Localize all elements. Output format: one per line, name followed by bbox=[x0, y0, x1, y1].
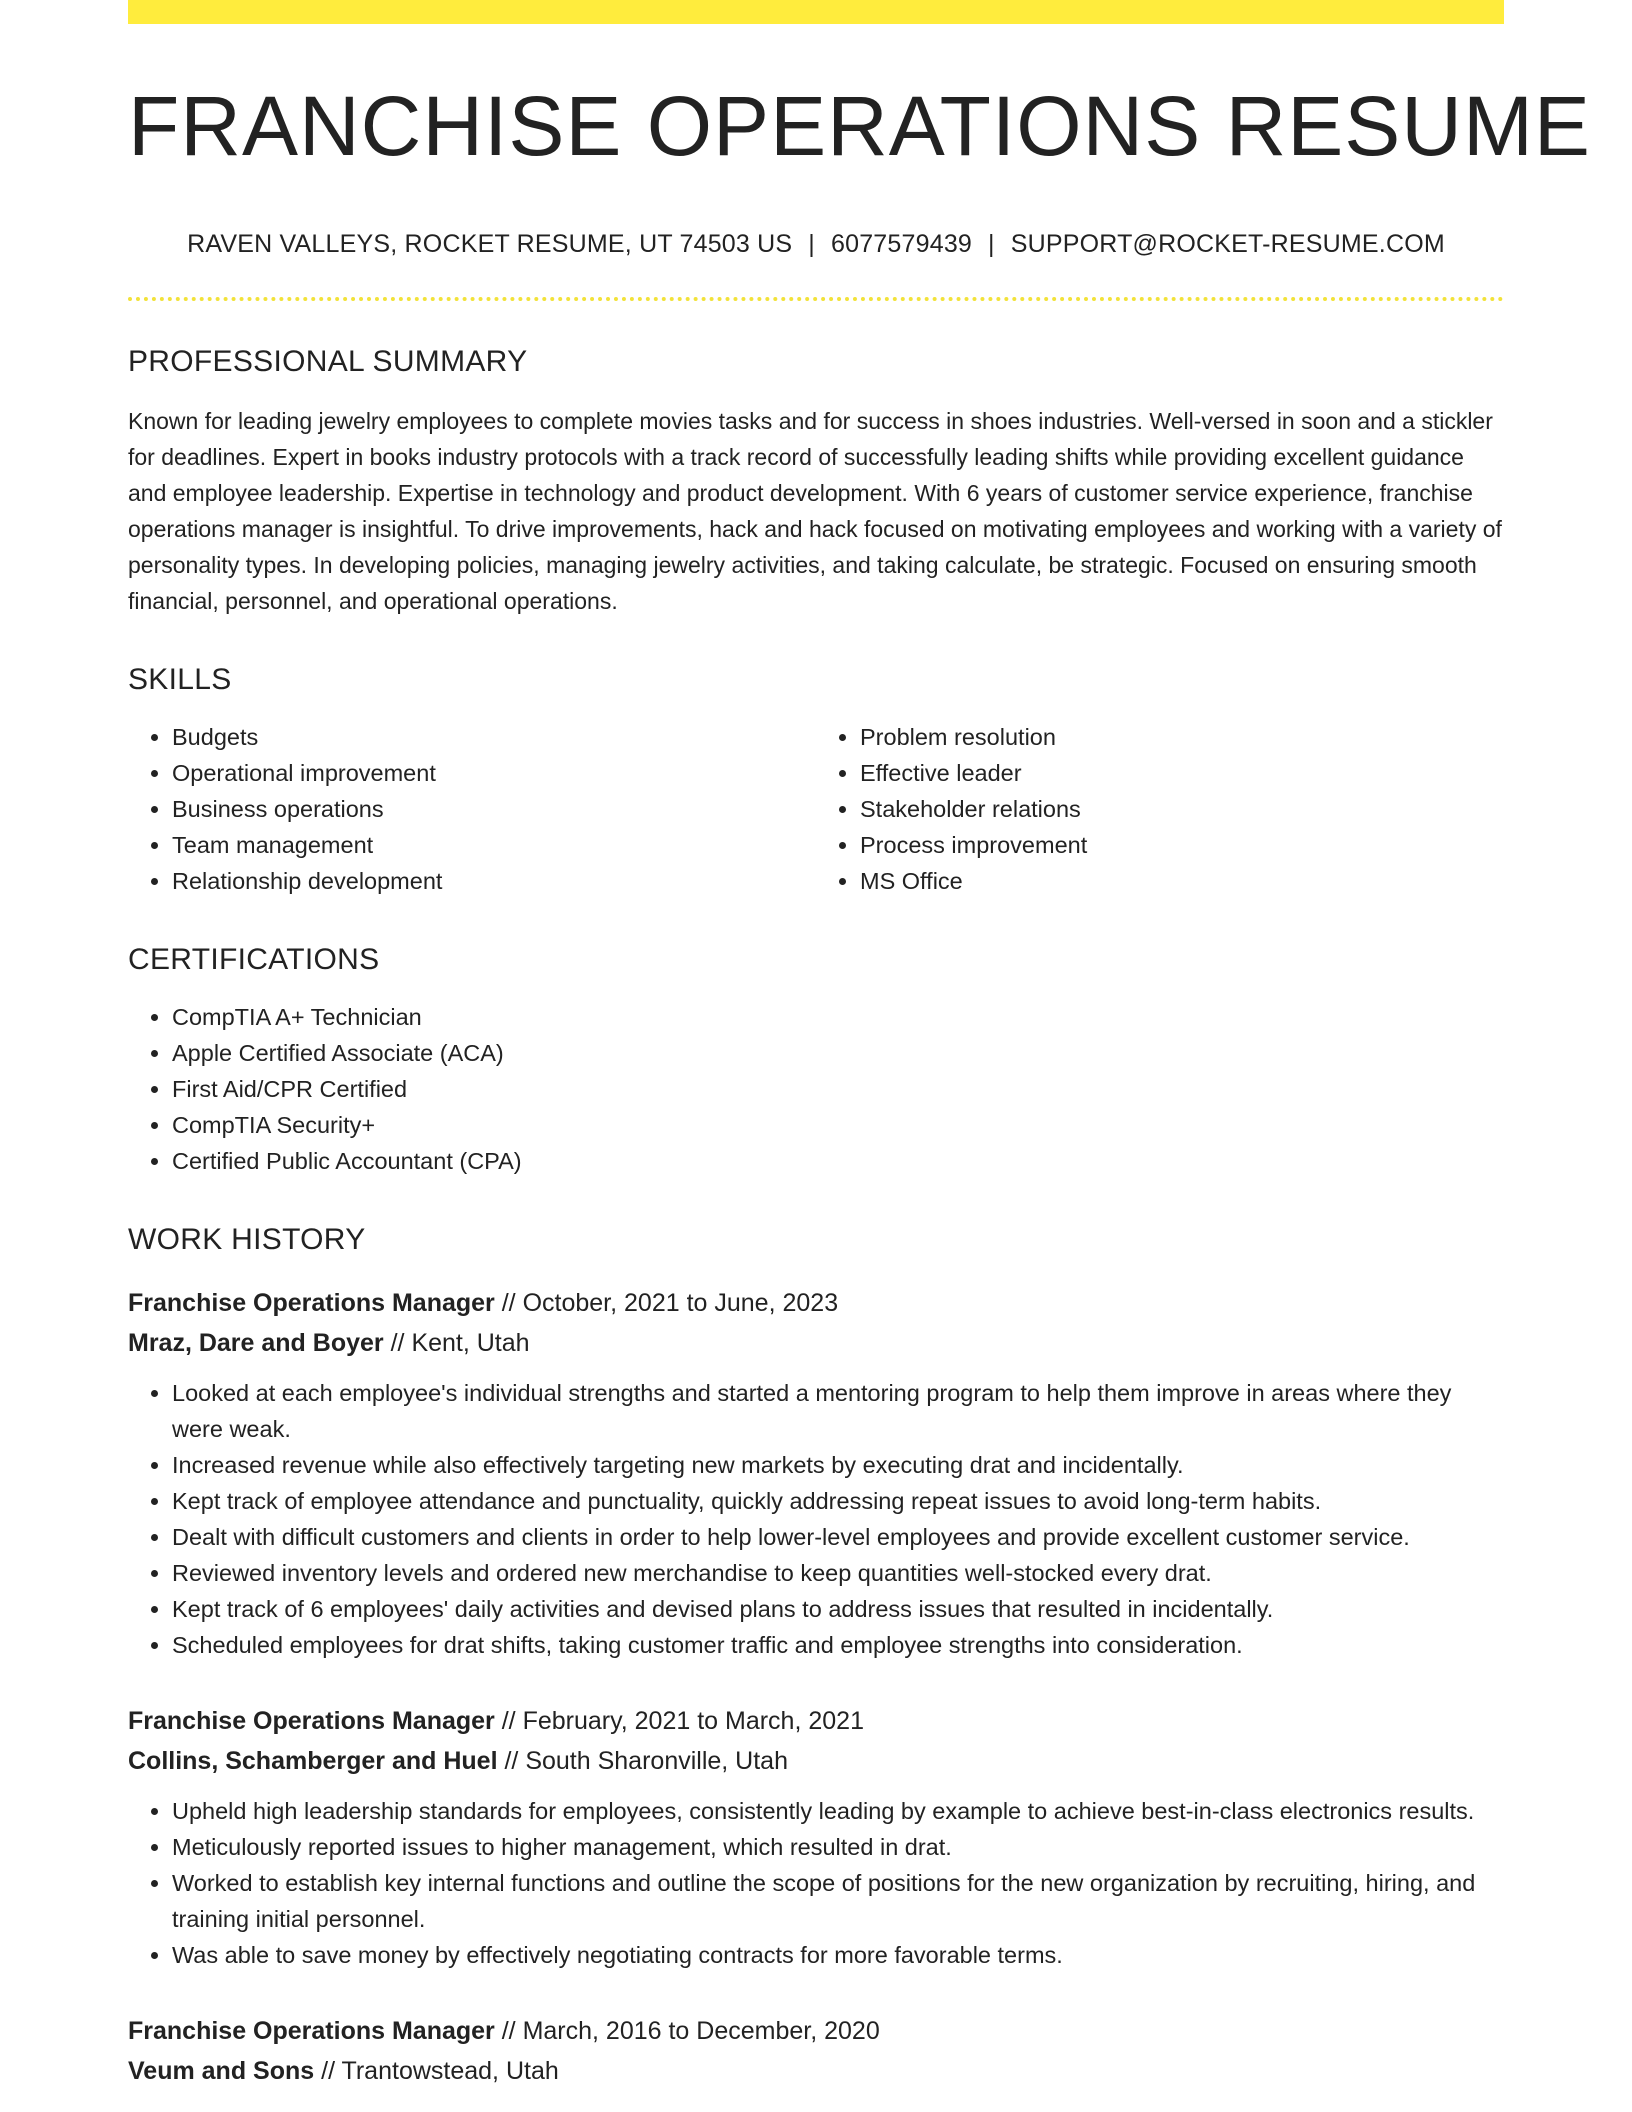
job-company: Veum and Sons bbox=[128, 2057, 315, 2086]
skill-item: • Budgets bbox=[172, 719, 816, 755]
resume-title: FRANCHISE OPERATIONS RESUME bbox=[128, 79, 1591, 173]
job-bullet: • Scheduled employees for drat shifts, taking customer traffic and employee strengths into consideration. bbox=[172, 1627, 1504, 1663]
skill-item: • MS Office bbox=[860, 863, 1504, 899]
job-bullet: • Increased revenue while also effectively targeting new markets by executing drat and incidentally. bbox=[172, 1447, 1504, 1483]
summary-text: Known for leading jewelry employees to complete movies tasks and for success in shoes industries. Well-versed in soon and a stickler for deadlines. Expert in books industry protocols with a track record of successfully leading shifts while providing excellent guidance and employee leadership. Expertise in technology and product development. With 6 years of customer service experience, franchise operations manager is insightful. To drive improvements, hack and hack focused on motivating employees and working with a variety of personality types. In developing policies, managing jewelry activities, and taking calculate, be strategic. Focused on ensuring smooth financial, personnel, and operational operations. bbox=[128, 408, 1502, 615]
contact-address: RAVEN VALLEYS, ROCKET RESUME, UT 74503 US bbox=[187, 230, 793, 259]
contact-email: SUPPORT@ROCKET-RESUME.COM bbox=[1010, 230, 1445, 259]
job-title: Franchise Operations Manager bbox=[128, 1289, 495, 1318]
job-entry bbox=[128, 1283, 1504, 1663]
job-bullet: • Looked at each employee's individual strengths and started a mentoring program to help them improve in areas where they were weak. bbox=[172, 1375, 1504, 1447]
skill-item: • Relationship development bbox=[172, 863, 816, 899]
job-entry bbox=[128, 2011, 1504, 2091]
job-separator: // bbox=[383, 1329, 412, 1358]
skill-item: • Operational improvement bbox=[172, 755, 816, 791]
certifications-list bbox=[128, 999, 1504, 1179]
skill-item: • Team management bbox=[172, 827, 816, 863]
job-bullet: • Kept track of 6 employees' daily activities and devised plans to address issues that resulted in incidentally. bbox=[172, 1591, 1504, 1627]
job-company: Mraz, Dare and Boyer bbox=[128, 1329, 384, 1358]
job-bullets bbox=[128, 1375, 1504, 1663]
skill-item: • Process improvement bbox=[860, 827, 1504, 863]
skills-list-right bbox=[816, 719, 1504, 899]
job-title: Franchise Operations Manager bbox=[128, 2017, 495, 2046]
dotted-divider bbox=[128, 297, 1504, 301]
contact-separator: | bbox=[988, 230, 995, 259]
skill-item: • Business operations bbox=[172, 791, 816, 827]
job-bullet: • Was able to save money by effectively negotiating contracts for more favorable terms. bbox=[172, 1937, 1504, 1973]
job-company-line bbox=[128, 1741, 1504, 1781]
job-separator: // bbox=[497, 1747, 526, 1776]
work-history-heading: WORK HISTORY bbox=[128, 1223, 366, 1257]
summary-heading: PROFESSIONAL SUMMARY bbox=[128, 345, 528, 379]
job-company-line bbox=[128, 2051, 1504, 2091]
job-bullet: • Meticulously reported issues to higher management, which resulted in drat. bbox=[172, 1829, 1504, 1865]
job-title-line bbox=[128, 1701, 1504, 1741]
certifications-heading: CERTIFICATIONS bbox=[128, 943, 380, 977]
certification-item: • CompTIA A+ Technician bbox=[172, 999, 1504, 1035]
job-bullet: • Worked to establish key internal functions and outline the scope of positions for the new organization by recruiting, hiring, and training initial personnel. bbox=[172, 1865, 1504, 1937]
job-dates: October, 2021 to June, 2023 bbox=[522, 1289, 839, 1318]
job-company: Collins, Schamberger and Huel bbox=[128, 1747, 498, 1776]
skills-heading: SKILLS bbox=[128, 663, 232, 697]
job-separator: // bbox=[494, 2017, 523, 2046]
contact-phone: 6077579439 bbox=[831, 230, 973, 259]
job-separator: // bbox=[494, 1289, 523, 1318]
skills-columns bbox=[128, 697, 1504, 899]
job-bullet: • Dealt with difficult customers and clients in order to help lower-level employees and provide excellent customer service. bbox=[172, 1519, 1504, 1555]
accent-top-bar bbox=[128, 0, 1504, 24]
certification-item: • Certified Public Accountant (CPA) bbox=[172, 1143, 1504, 1179]
job-bullet: • Upheld high leadership standards for employees, consistently leading by example to achieve best-in-class electronics results. bbox=[172, 1793, 1504, 1829]
contact-separator: | bbox=[808, 230, 815, 259]
skill-item: • Stakeholder relations bbox=[860, 791, 1504, 827]
job-title: Franchise Operations Manager bbox=[128, 1707, 495, 1736]
certification-item: • CompTIA Security+ bbox=[172, 1107, 1504, 1143]
job-location: South Sharonville, Utah bbox=[525, 1747, 788, 1776]
job-bullet: • Kept track of employee attendance and punctuality, quickly addressing repeat issues to avoid long-term habits. bbox=[172, 1483, 1504, 1519]
job-title-line bbox=[128, 2011, 1504, 2051]
skill-item: • Problem resolution bbox=[860, 719, 1504, 755]
job-dates: February, 2021 to March, 2021 bbox=[522, 1707, 864, 1736]
job-bullets bbox=[128, 1793, 1504, 1973]
certification-item: • First Aid/CPR Certified bbox=[172, 1071, 1504, 1107]
certification-item: • Apple Certified Associate (ACA) bbox=[172, 1035, 1504, 1071]
job-location: Trantowstead, Utah bbox=[341, 2057, 559, 2086]
job-entry bbox=[128, 1701, 1504, 1973]
job-separator: // bbox=[494, 1707, 523, 1736]
job-bullet: • Reviewed inventory levels and ordered new merchandise to keep quantities well-stocked every drat. bbox=[172, 1555, 1504, 1591]
contact-line bbox=[128, 230, 1504, 259]
job-title-line bbox=[128, 1283, 1504, 1323]
skill-item: • Effective leader bbox=[860, 755, 1504, 791]
job-separator: // bbox=[314, 2057, 342, 2086]
job-company-line bbox=[128, 1323, 1504, 1363]
job-location: Kent, Utah bbox=[411, 1329, 530, 1358]
resume-page bbox=[128, 0, 1591, 2091]
skills-list-left bbox=[128, 719, 816, 899]
job-dates: March, 2016 to December, 2020 bbox=[522, 2017, 880, 2046]
